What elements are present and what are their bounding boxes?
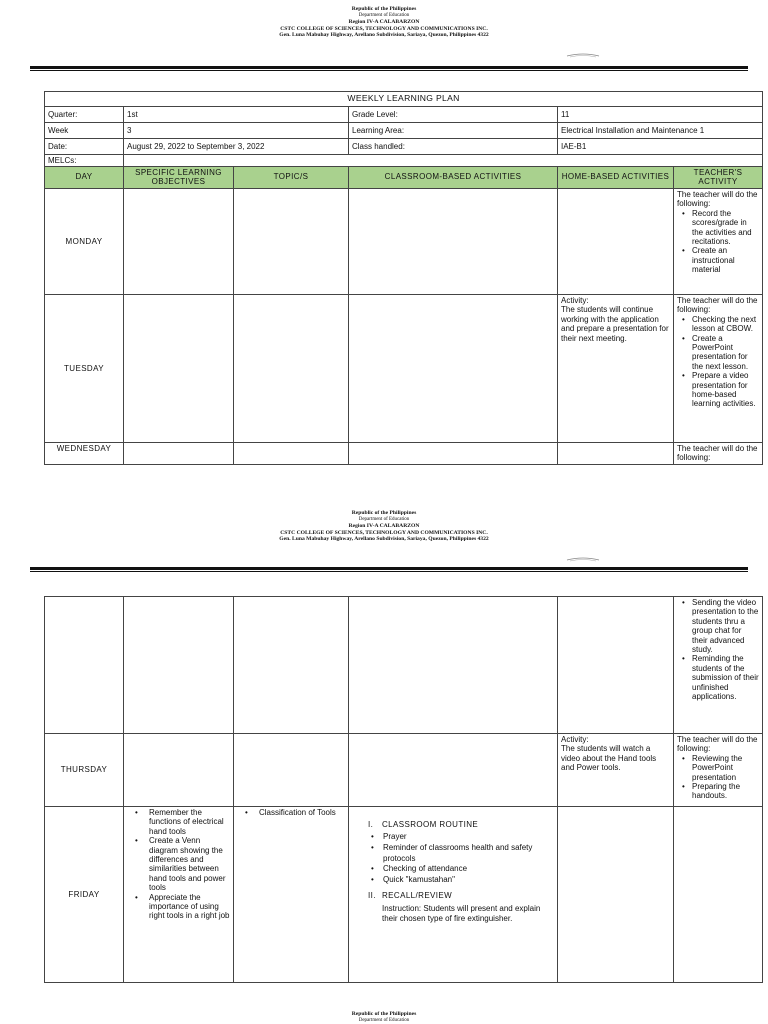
recall-instruction: Instruction: Students will present and explain their chosen type of fire extinguisher. <box>382 903 541 924</box>
republic-line: Republic of the Philippines <box>351 6 417 12</box>
list-item: • Classification of Tools <box>237 808 345 817</box>
cell-objectives <box>124 807 234 983</box>
cell-home <box>558 807 674 983</box>
list-item: • Reminder of classrooms health and safety protocols <box>368 843 550 864</box>
table-row <box>45 443 763 465</box>
day-wednesday: WEDNESDAY <box>45 443 124 465</box>
melcs-value <box>124 155 763 167</box>
department-line: Department of Education <box>358 12 410 18</box>
grade-level-value: 11 <box>558 107 763 123</box>
region-line: Region IV-A CALABARZON <box>348 19 420 26</box>
quarter-label: Quarter: <box>45 107 124 123</box>
date-value: August 29, 2022 to September 3, 2022 <box>124 139 349 155</box>
page-header <box>0 510 768 543</box>
learning-area-label: Learning Area: <box>349 123 558 139</box>
school-name-line: CSTC COLLEGE OF SCIENCES, TECHNOLOGY AND COMMUNICATIONS INC. <box>280 25 488 32</box>
list-item: • Prepare a video presentation for home-based learning activities. <box>677 371 759 409</box>
class-handled-value: IAE-B1 <box>558 139 763 155</box>
cell-home <box>558 189 674 295</box>
list-item: • Create a Venn diagram showing the differences and similarities between hand tools and power tools <box>127 836 230 892</box>
list-item: • Prayer <box>368 832 550 843</box>
cell-classroom <box>349 807 558 983</box>
col-objectives: SPECIFIC LEARNING OBJECTIVES <box>124 167 234 189</box>
list-item: • Record the scores/grade in the activities and recitations. <box>677 209 759 247</box>
school-seal-icon <box>566 556 600 562</box>
day-tuesday: TUESDAY <box>45 295 124 443</box>
teacher-intro: The teacher will do the following: <box>677 296 758 315</box>
cell-objectives <box>124 189 234 295</box>
cell-objectives <box>124 443 234 465</box>
page-header <box>0 6 768 39</box>
home-activity-label: Activity: <box>561 735 589 744</box>
routine-number: I. <box>368 820 374 829</box>
header-rule-thin <box>30 571 748 572</box>
home-activity-text: The students will watch a video about the Hand tools and Power tools. <box>561 744 657 773</box>
date-label: Date: <box>45 139 124 155</box>
home-activity-label: Activity: <box>561 296 589 305</box>
department-line: Department of Education <box>358 1017 410 1023</box>
cell-objectives <box>124 734 234 807</box>
cell-teacher <box>674 295 763 443</box>
list-item: • Remember the functions of electrical hand tools <box>127 808 230 836</box>
list-item: • Sending the video presentation to the students thru a group chat for their advanced study. <box>677 598 759 654</box>
cell-teacher <box>674 443 763 465</box>
list-item: • Reminding the students of the submission of their unfinished applications. <box>677 654 759 701</box>
list-item: • Appreciate the importance of using right tools in a right job <box>127 893 230 921</box>
day-monday: MONDAY <box>45 189 124 295</box>
col-home-activities: HOME-BASED ACTIVITIES <box>558 167 674 189</box>
col-topics: TOPIC/S <box>234 167 349 189</box>
region-line: Region IV-A CALABARZON <box>348 523 420 530</box>
teacher-intro: The teacher will do the following: <box>677 735 758 754</box>
table-row <box>45 295 763 443</box>
school-address-line: Gen. Luna Mabuhay Highway, Arellano Subdivision, Sariaya, Quezon, Philippines 4322 <box>279 536 489 543</box>
table-row <box>45 807 763 983</box>
cell-classroom <box>349 189 558 295</box>
recall-number: II. <box>368 891 376 901</box>
list-item: • Checking of attendance <box>368 864 550 875</box>
weekly-learning-plan-table <box>44 91 763 465</box>
cell-teacher <box>674 597 763 734</box>
cell-classroom <box>349 295 558 443</box>
page-header <box>0 1011 768 1024</box>
cell-day <box>45 597 124 734</box>
melcs-label: MELCs: <box>45 155 124 167</box>
quarter-value: 1st <box>124 107 349 123</box>
list-item: • Quick "kamustahan" <box>368 875 550 886</box>
weekly-learning-plan-table-continued <box>44 596 763 983</box>
cell-teacher <box>674 807 763 983</box>
routine-title: CLASSROOM ROUTINE <box>382 820 479 829</box>
cell-topics <box>234 734 349 807</box>
cell-topics <box>234 443 349 465</box>
cell-teacher <box>674 189 763 295</box>
department-line: Department of Education <box>358 516 410 522</box>
table-row <box>45 734 763 807</box>
school-address-line: Gen. Luna Mabuhay Highway, Arellano Subdivision, Sariaya, Quezon, Philippines 4322 <box>279 32 489 39</box>
table-row <box>45 189 763 295</box>
col-classroom-activities: CLASSROOM-BASED ACTIVITIES <box>349 167 558 189</box>
recall-title: RECALL/REVIEW <box>382 891 453 901</box>
teacher-intro: The teacher will do the following: <box>677 444 758 463</box>
cell-objectives <box>124 597 234 734</box>
cell-classroom <box>349 597 558 734</box>
day-thursday: THURSDAY <box>45 734 124 807</box>
list-item: • Create an instructional material <box>677 246 759 274</box>
table-row <box>45 597 763 734</box>
cell-topics <box>234 295 349 443</box>
header-rule-thin <box>30 70 748 71</box>
list-item: • Create a PowerPoint presentation for the next lesson. <box>677 334 759 372</box>
plan-title: WEEKLY LEARNING PLAN <box>45 92 763 107</box>
col-day: DAY <box>45 167 124 189</box>
grade-level-label: Grade Level: <box>349 107 558 123</box>
cell-classroom <box>349 443 558 465</box>
header-rule-thick <box>30 66 748 69</box>
home-activity-text: The students will continue working with the application and prepare a presentation for their next meeting. <box>561 305 669 343</box>
list-item: • Reviewing the PowerPoint presentation <box>677 754 759 782</box>
week-label: Week <box>45 123 124 139</box>
teacher-intro: The teacher will do the following: <box>677 190 758 209</box>
cell-home <box>558 443 674 465</box>
republic-line: Republic of the Philippines <box>351 1011 417 1017</box>
school-name-line: CSTC COLLEGE OF SCIENCES, TECHNOLOGY AND COMMUNICATIONS INC. <box>280 529 488 536</box>
cell-home <box>558 597 674 734</box>
list-item: • Checking the next lesson at CBOW. <box>677 315 759 334</box>
cell-topics <box>234 189 349 295</box>
school-seal-icon <box>566 52 600 58</box>
cell-home <box>558 734 674 807</box>
cell-objectives <box>124 295 234 443</box>
cell-teacher <box>674 734 763 807</box>
cell-classroom <box>349 734 558 807</box>
day-friday: FRIDAY <box>45 807 124 983</box>
cell-home <box>558 295 674 443</box>
week-value: 3 <box>124 123 349 139</box>
routine-heading <box>368 820 550 829</box>
class-handled-label: Class handled: <box>349 139 558 155</box>
header-rule-thick <box>30 567 748 570</box>
list-item: • Preparing the handouts. <box>677 782 759 801</box>
col-teacher-activity: TEACHER'S ACTIVITY <box>674 167 763 189</box>
cell-topics <box>234 807 349 983</box>
cell-topics <box>234 597 349 734</box>
recall-heading <box>368 891 550 900</box>
republic-line: Republic of the Philippines <box>351 510 417 516</box>
learning-area-value: Electrical Installation and Maintenance 1 <box>558 123 763 139</box>
